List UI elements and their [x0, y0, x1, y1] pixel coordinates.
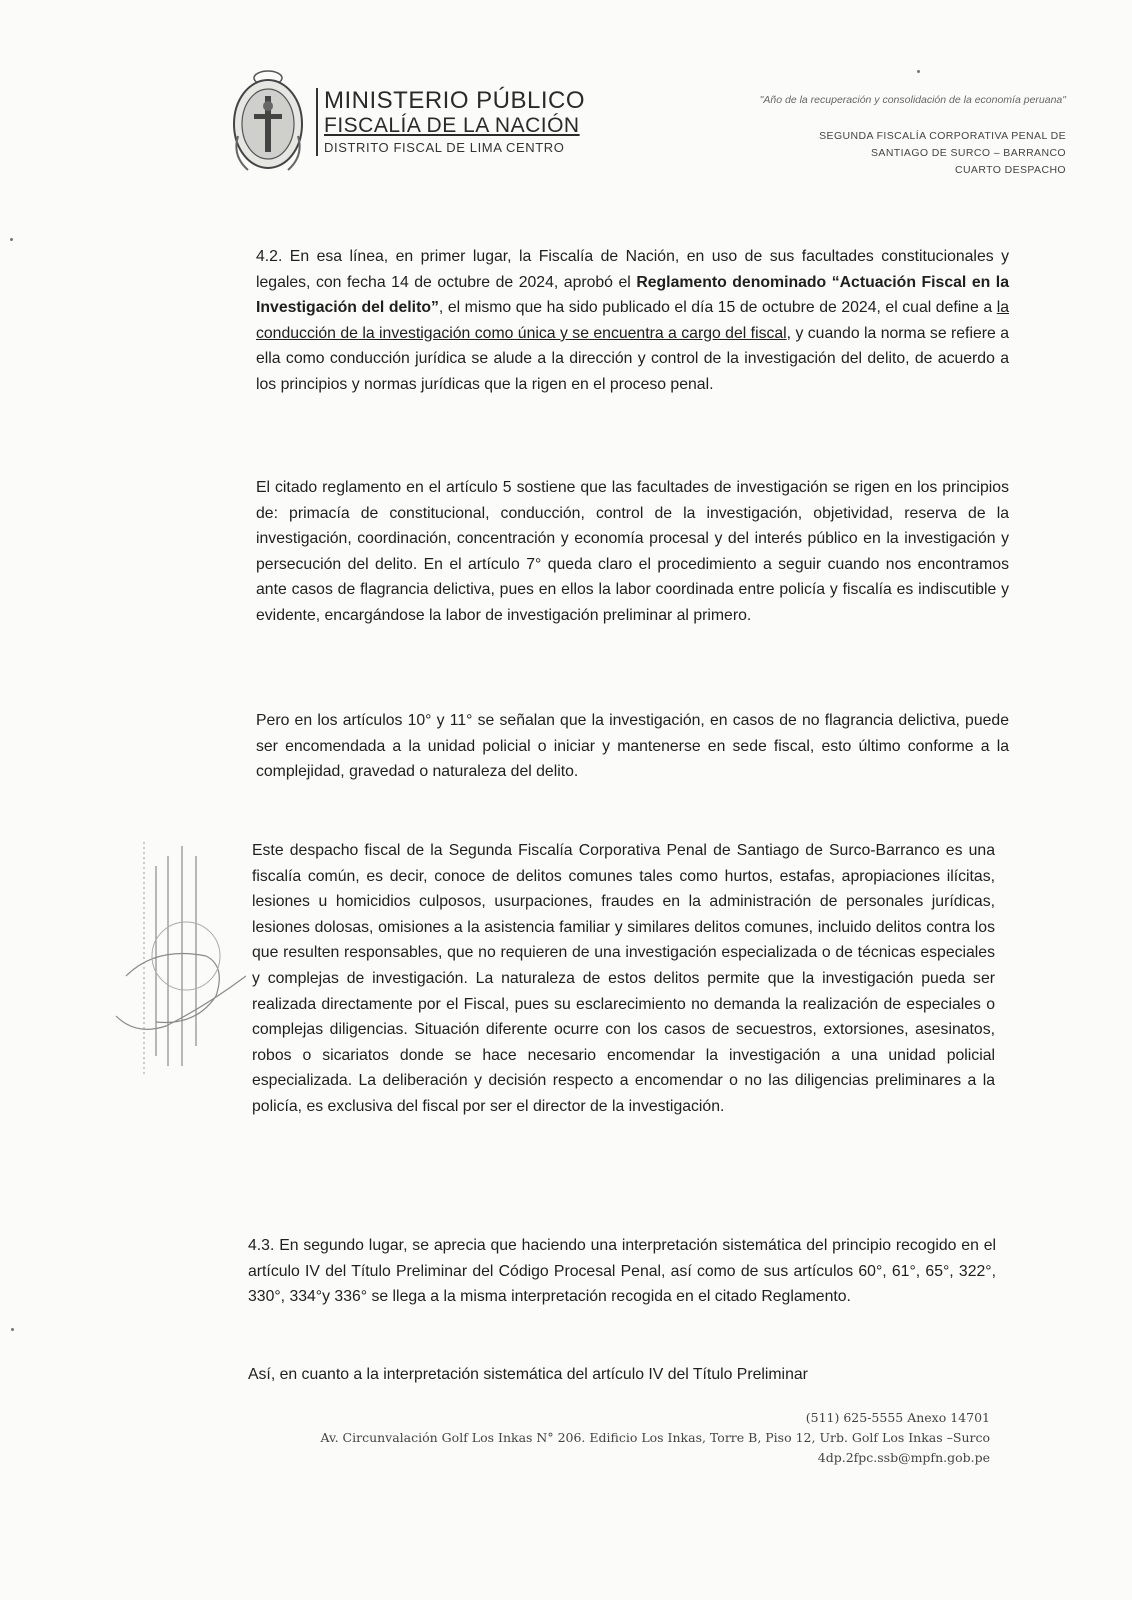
p6-text: Así, en cuanto a la interpretación sistemática del artículo IV del Título Preliminar [248, 1366, 808, 1383]
paragraph-4-3 [248, 1233, 996, 1310]
footer-contact [320, 1408, 990, 1468]
footer-phone: (511) 625-5555 Anexo 14701 [805, 1410, 990, 1425]
p4-text: Este despacho fiscal de la Segunda Fiscalía Corporativa Penal de Santiago de Surco-Barranco es una fiscalía común, es decir, conoce de delitos comunes tales como hurtos, estafas, apropiaciones ilícitas, lesiones u homicidios culposos, usurpaciones, fraudes en la administración de personales jurídicas, lesiones dolosas, omisiones a la asistencia familiar y similares delitos comunes, incluido delitos contra los que resulten responsables, que no requieren de una investigación especializada o de técnicas especiales y complejas de investigación. La naturaleza de estos delitos permite que la investigación pueda ser realizada directamente por el Fiscal, pues su esclarecimiento no demanda la realización de especiales o complejas diligencias. Situación diferente ocurre con los casos de secuestros, extorsiones, asesinatos, robos o sicariatos donde se hace necesario encomendar la investigación a una unidad policial especializada. La deliberación y decisión respecto a encomendar o no las diligencias preliminares a la policía, es exclusiva del fiscal por ser el director de la investigación. [252, 842, 995, 1115]
p1-regulation-title: Reglamento denominado “Actuación Fiscal en la Investigación del delito” [256, 273, 1009, 317]
paragraph-4-2 [256, 244, 1009, 398]
paragraph-despacho [252, 838, 995, 1120]
p2-text: El citado reglamento en el artículo 5 sostiene que las facultades de investigación se rigen en los principios de: primacía de constitucional, conducción, control de la investigación, objetividad, reserva de la investigación, coordinación, concentración y economía procesal y del interés público en la investigación y persecución del delito. En el artículo 7° queda claro el procedimiento a seguir cuando nos encontramos ante casos de flagrancia delictiva, pues en ellos la labor coordinada entre policía y fiscalía es indiscutible y evidente, encargándose la labor de investigación preliminar al primero. [256, 479, 1009, 624]
p5-text: 4.3. En segundo lugar, se aprecia que haciendo una interpretación sistemática del principio recogido en el artículo IV del Título Preliminar del Código Procesal Penal, así como de sus artículos 60°, 61°, 65°, 322°, 330°, 334°y 336° se llega a la misma interpretación recogida en el citado Reglamento. [248, 1237, 996, 1306]
scan-speck [11, 1328, 14, 1331]
paragraph-interpretacion [248, 1362, 996, 1388]
year-motto: "Año de la recuperación y consolidación de la economía peruana" [759, 94, 1066, 106]
institution-line-3: DISTRITO FISCAL DE LIMA CENTRO [324, 140, 565, 155]
office-line-3: CUARTO DESPACHO [954, 164, 1066, 176]
institution-line-2: FISCALÍA DE LA NACIÓN [324, 114, 580, 137]
institution-line-1: MINISTERIO PÚBLICO [324, 87, 586, 114]
office-block [819, 128, 1066, 179]
p1-text-b: , el mismo que ha sido publicado el día 15 de octubre de 2024, el cual define a [438, 299, 997, 317]
official-stamp-signature [96, 826, 246, 1086]
scan-speck [10, 238, 13, 241]
paragraph-articulos [256, 708, 1009, 785]
office-line-1: SEGUNDA FISCALÍA CORPORATIVA PENAL DE [819, 130, 1066, 142]
footer-email: 4dp.2fpc.ssb@mpfn.gob.pe [817, 1450, 990, 1465]
p1-text-a: 4.2. En esa línea, en primer lugar, la Fiscalía de Nación, en uso de sus facultades constitucionales y legales, con fecha 14 de octubre de 2024, aprobó el [256, 248, 1009, 291]
office-line-2: SANTIAGO DE SURCO – BARRANCO [871, 147, 1066, 159]
p3-text: Pero en los artículos 10° y 11° se señalan que la investigación, en casos de no flagrancia delictiva, puede ser encomendada a la unidad policial o iniciar y mantenerse en sede fiscal, esto último conforme a la complejidad, gravedad o naturaleza del delito. [256, 712, 1009, 781]
institution-name [316, 88, 614, 156]
p1-underlined-text: la conducción de la investigación como única y se encuentra a cargo del fiscal [256, 299, 1009, 342]
institution-seal [228, 66, 308, 178]
p1-text-c: , y cuando la norma se refiere a ella como conducción jurídica se alude a la dirección y control de la investigación del delito, de acuerdo a los principios y normas jurídicas que la rigen en el proceso penal. [256, 324, 1009, 393]
scan-speck [917, 70, 920, 73]
footer-address: Av. Circunvalación Golf Los Inkas N° 206. Edificio Los Inkas, Torre B, Piso 12, Urb. Golf Los Inkas –Surco [320, 1430, 990, 1445]
paragraph-reglamento [256, 475, 1009, 629]
